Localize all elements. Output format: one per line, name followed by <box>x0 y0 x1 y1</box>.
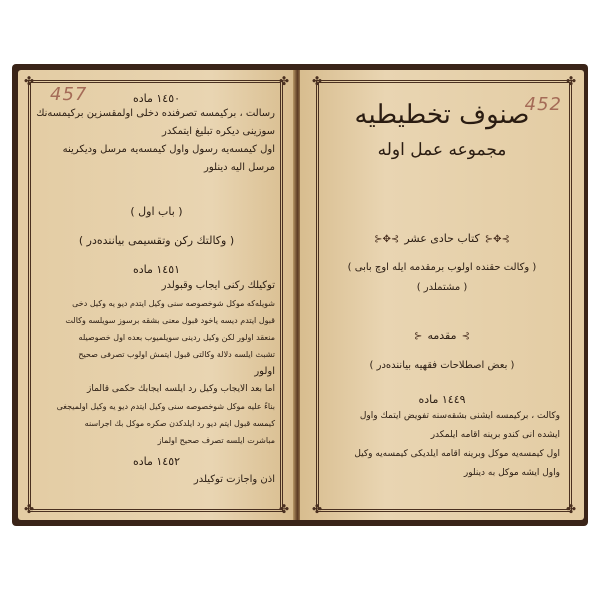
intro-heading-row <box>300 324 584 343</box>
text-line: واول ایشه موکل به دینلور <box>463 468 560 478</box>
text-line: قبول ایتدم دیسه یاخود قبول معنی بشقه برسوز سویلسه وکالت <box>65 316 275 325</box>
text-line: منعقد اولور لکن وکیل ردینی سویلمیوب بعده اول خصوصیله <box>78 333 275 342</box>
left-page <box>18 70 295 520</box>
text-line: تشبث ایلسه دلالة وکالتی قبول ایتمش اولوب تصرفی صحیح <box>78 350 275 359</box>
text-line: وکالت ، برکیمسه ایشنی بشقه‌سنه تفویض ایتمك واول <box>359 411 560 421</box>
text-line: شویله‌که موکل شوخصوصه سنی وکیل ایتدم دیو یه وکیل دخی <box>72 299 275 308</box>
intro-heading: مقدمه <box>427 329 457 342</box>
corner-ornament-icon: ✤ <box>279 502 290 516</box>
text-line: سوزینی دیکره تبلیغ ایتمکدر <box>162 126 275 137</box>
book-section-heading: کتاب حادی عشر <box>404 232 480 245</box>
corner-ornament-icon: ✤ <box>312 74 323 88</box>
corner-ornament-icon: ✤ <box>566 74 577 88</box>
book-subtitle: مجموعه عمل اوله <box>377 140 507 160</box>
text-line: رسالت ، برکیمسه تصرفنده دخلی اولمقسزین برکیمسه‌نك <box>36 108 275 119</box>
corner-ornament-icon: ✤ <box>24 74 35 88</box>
chapter-subheading: ( وکالتك رکن وتقسیمی بیاننده‌در ) <box>78 234 235 247</box>
article-number: ١٤٥٢ ماده <box>132 455 181 468</box>
section-description: ( وکالت حقنده اولوب برمقدمه ایله اوچ بابی ) <box>347 262 537 273</box>
text-line: بناءً علیه موکل شوخصوصه سنی وکیل ایتدم دیو یه وکیل اولمیجغی <box>56 402 275 411</box>
page-number: 452 <box>524 94 562 115</box>
text-line: توکیلك رکنی ایجاب وقبولدر <box>161 280 275 291</box>
chapter-heading: ( باب اول ) <box>130 205 183 218</box>
ornament-icon: ⊱✥⊰ <box>484 234 510 245</box>
section-heading-row <box>300 227 584 246</box>
text-line: کیمسه قبول ایتم دیو رد ایلدکدن صکره موکل بك اجراسنه <box>84 419 275 428</box>
text-line: اما بعد الایجاب وکیل رد ایلسه ایجابك حکمی قالماز <box>86 384 275 394</box>
section-description: ( مشتملدر ) <box>416 282 468 293</box>
book-title: صنوف تخطيطيه <box>354 100 530 130</box>
text-line: اولور <box>254 366 275 377</box>
text-line: اول کیمسه‌یه رسول واول کیمسه‌یه مرسل ودیکرینه <box>62 144 275 155</box>
text-line: اول کیمسه‌یه موکل وبرینه اقامه ایلدیکی کیمسه‌یه وکیل <box>354 449 560 459</box>
text-line: مرسل الیه دینلور <box>204 162 275 173</box>
ornament-icon: ⊱ <box>414 331 423 342</box>
text-line: مباشرت ایلسه تصرف صحیح اولماز <box>157 436 275 445</box>
right-page <box>300 70 584 520</box>
corner-ornament-icon: ✤ <box>24 502 35 516</box>
ornament-icon: ⊱✥⊰ <box>374 234 400 245</box>
corner-ornament-icon: ✤ <box>312 502 323 516</box>
article-number: ١٤٥١ ماده <box>132 263 181 276</box>
text-line: ایشده انی کندو برینه اقامه ایلمکدر <box>430 430 560 440</box>
intro-subheading: ( بعض اصطلاحات فقهیه بیاننده‌در ) <box>369 360 515 371</box>
article-number: ١٤٤٩ ماده <box>418 393 466 406</box>
ornament-icon: ⊰ <box>461 331 470 342</box>
corner-ornament-icon: ✤ <box>279 74 290 88</box>
text-line: اذن واجازت توکیلدر <box>193 474 275 485</box>
corner-ornament-icon: ✤ <box>566 502 577 516</box>
page-number: 457 <box>50 84 88 105</box>
article-number: ١٤٥٠ ماده <box>132 92 181 105</box>
